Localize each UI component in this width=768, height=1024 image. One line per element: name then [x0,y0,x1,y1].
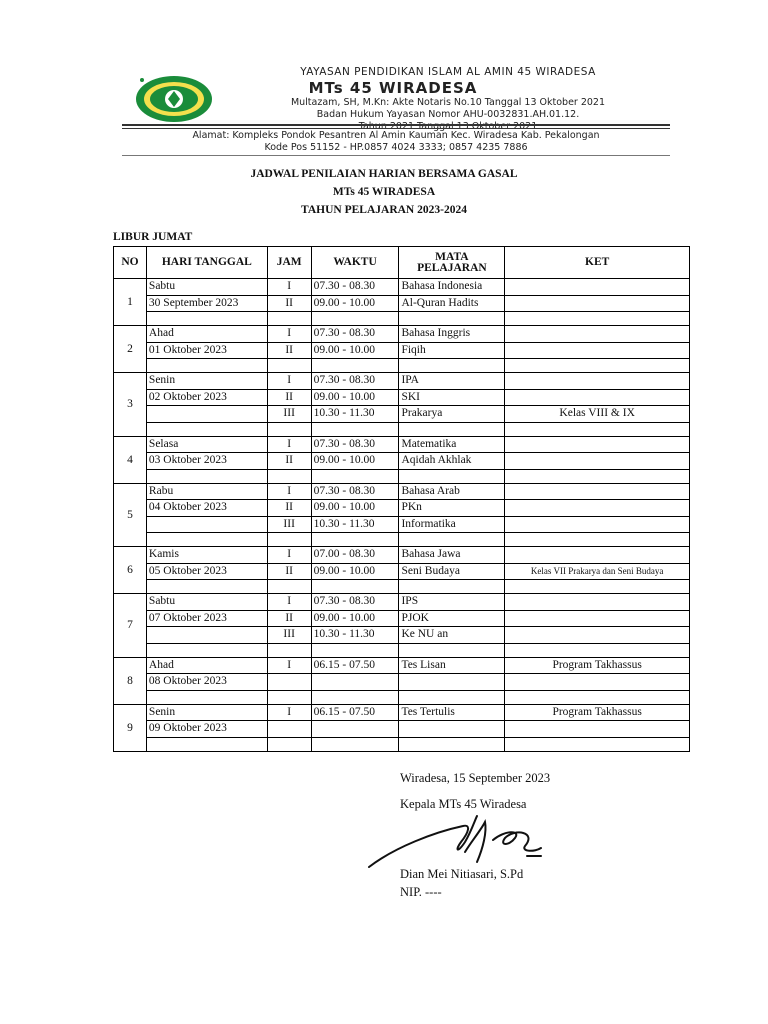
cell-no: 9 [114,704,147,751]
cell-empty [311,359,399,373]
cell-jam: II [267,342,311,359]
cell-jam: I [267,704,311,721]
cell-empty [399,674,505,691]
address-line: Alamat: Kompleks Pondok Pesantren Al Amin Kauman Kec. Wiradesa Kab. Pekalongan [192,130,600,141]
cell-jam: III [267,516,311,533]
cell-jam: I [267,326,311,343]
table-row [114,594,690,611]
cell-day: Senin [146,704,267,721]
cell-jam: II [267,563,311,580]
cell-empty [267,674,311,691]
cell-day: Senin [146,373,267,390]
cell-jam: II [267,500,311,517]
cell-date: 05 Oktober 2023 [146,563,267,580]
cell-empty [146,643,267,657]
table-row [114,279,690,296]
signature-name: Dian Mei Nitiasari, S.Pd [400,867,524,881]
cell-day: Sabtu [146,594,267,611]
cell-empty [399,580,505,594]
cell-ket [505,500,690,517]
cell-mapel: PKn [399,500,505,517]
cell-waktu: 09.00 - 10.00 [311,500,399,517]
cell-ket [505,547,690,564]
cell-waktu: 09.00 - 10.00 [311,453,399,470]
cell-jam: II [267,610,311,627]
header-ket: KET [505,247,690,279]
signature-nip: NIP. ---- [400,885,442,899]
cell-empty [267,643,311,657]
cell-jam: II [267,295,311,312]
foundation-name: YAYASAN PENDIDIKAN ISLAM AL AMIN 45 WIRADESA [300,66,596,78]
cell-empty [505,737,690,751]
cell-date: 04 Oktober 2023 [146,500,267,517]
cell-date: 03 Oktober 2023 [146,453,267,470]
cell-waktu: 07.30 - 08.30 [311,326,399,343]
table-row [114,500,690,517]
letterhead-bottom-rule [122,155,670,156]
cell-empty [399,721,505,738]
table-row [114,453,690,470]
cell-waktu: 10.30 - 11.30 [311,406,399,423]
cell-empty [311,422,399,436]
cell-mapel: Bahasa Indonesia [399,279,505,296]
schedule-table [113,246,690,752]
cell-jam: I [267,594,311,611]
table-row [114,312,690,326]
header-no: NO [114,247,147,279]
table-row [114,704,690,721]
cell-empty [505,533,690,547]
cell-empty [146,627,267,644]
cell-mapel: SKI [399,389,505,406]
cell-ket [505,373,690,390]
cell-empty [505,674,690,691]
title-line-2: MTs 45 WIRADESA [332,186,436,198]
cell-empty [311,643,399,657]
table-row [114,469,690,483]
cell-ket [505,295,690,312]
cell-empty [146,359,267,373]
legal-year-line: Tahun 2021 Tanggal 13 Oktober 2021 [358,121,538,132]
cell-mapel: Aqidah Akhlak [399,453,505,470]
cell-empty [311,312,399,326]
table-row [114,737,690,751]
cell-ket: Kelas VII Prakarya dan Seni Budaya [505,563,690,580]
cell-mapel: PJOK [399,610,505,627]
title-line-1: JADWAL PENILAIAN HARIAN BERSAMA GASAL [250,168,518,180]
cell-empty [399,533,505,547]
cell-jam: I [267,657,311,674]
table-row [114,295,690,312]
header-mapel-line-1: MATA [435,250,469,263]
notary-line: Multazam, SH, M.Kn: Akte Notaris No.10 Tanggal 13 Oktober 2021 [290,97,606,108]
school-name: MTs 45 WIRADESA [308,79,478,97]
cell-ket [505,627,690,644]
cell-mapel: Ke NU an [399,627,505,644]
cell-mapel: Matematika [399,436,505,453]
cell-no: 4 [114,436,147,483]
contact-line: Kode Pos 51152 - HP.0857 4024 3333; 0857 4235 7886 [264,142,528,153]
cell-empty [267,359,311,373]
cell-no: 7 [114,594,147,658]
cell-empty [267,580,311,594]
table-row [114,342,690,359]
signature-place-date: Wiradesa, 15 September 2023 [400,771,551,785]
table-row [114,690,690,704]
cell-day: Rabu [146,483,267,500]
cell-mapel: IPA [399,373,505,390]
table-row [114,721,690,738]
cell-empty [505,359,690,373]
cell-date: 01 Oktober 2023 [146,342,267,359]
cell-empty [399,643,505,657]
cell-waktu: 07.30 - 08.30 [311,436,399,453]
table-row [114,580,690,594]
holiday-note: LIBUR JUMAT [113,231,193,243]
cell-no: 2 [114,326,147,373]
cell-no: 3 [114,373,147,437]
cell-date: 08 Oktober 2023 [146,674,267,691]
cell-empty [505,422,690,436]
cell-mapel: Bahasa Jawa [399,547,505,564]
table-row [114,657,690,674]
cell-empty [399,690,505,704]
cell-ket [505,389,690,406]
cell-jam: I [267,547,311,564]
table-row [114,610,690,627]
table-row [114,373,690,390]
cell-empty [146,406,267,423]
cell-empty [399,737,505,751]
table-row [114,326,690,343]
cell-day: Selasa [146,436,267,453]
cell-empty [146,580,267,594]
cell-day: Ahad [146,326,267,343]
cell-empty [311,721,399,738]
cell-empty [505,312,690,326]
cell-ket [505,279,690,296]
cell-empty [311,469,399,483]
cell-ket: Program Takhassus [505,657,690,674]
cell-waktu: 07.30 - 08.30 [311,594,399,611]
cell-mapel: Al-Quran Hadits [399,295,505,312]
cell-no: 5 [114,483,147,547]
cell-empty [505,469,690,483]
cell-empty [267,690,311,704]
cell-ket [505,610,690,627]
cell-empty [311,533,399,547]
cell-empty [311,674,399,691]
cell-empty [267,533,311,547]
cell-day: Sabtu [146,279,267,296]
cell-empty [267,312,311,326]
cell-ket [505,436,690,453]
signature-position: Kepala MTs 45 Wiradesa [400,797,527,811]
cell-empty [505,580,690,594]
letterhead-rule-thin [122,128,670,129]
cell-jam: I [267,436,311,453]
cell-mapel: Seni Budaya [399,563,505,580]
cell-day: Ahad [146,657,267,674]
cell-date: 07 Oktober 2023 [146,610,267,627]
table-row [114,563,690,580]
cell-empty [146,737,267,751]
cell-empty [146,690,267,704]
table-row [114,516,690,533]
title-line-3: TAHUN PELAJARAN 2023-2024 [301,204,467,216]
document-title [0,165,768,219]
cell-empty [267,721,311,738]
cell-mapel: Fiqih [399,342,505,359]
cell-mapel: Bahasa Arab [399,483,505,500]
cell-empty [146,533,267,547]
cell-empty [267,469,311,483]
cell-waktu: 09.00 - 10.00 [311,610,399,627]
cell-ket: Kelas VIII & IX [505,406,690,423]
header-jam: JAM [267,247,311,279]
cell-empty [146,312,267,326]
schedule-body [114,279,690,752]
cell-waktu: 10.30 - 11.30 [311,516,399,533]
table-row [114,643,690,657]
cell-day: Kamis [146,547,267,564]
table-row [114,436,690,453]
table-row [114,406,690,423]
cell-no: 8 [114,657,147,704]
cell-jam: III [267,627,311,644]
cell-waktu: 09.00 - 10.00 [311,295,399,312]
cell-waktu: 09.00 - 10.00 [311,342,399,359]
cell-ket [505,594,690,611]
cell-empty [399,422,505,436]
table-row [114,547,690,564]
header-waktu: WAKTU [311,247,399,279]
cell-jam: III [267,406,311,423]
letterhead-address [122,130,670,154]
table-row [114,674,690,691]
cell-jam: I [267,483,311,500]
cell-jam: II [267,389,311,406]
table-row [114,483,690,500]
cell-date: 02 Oktober 2023 [146,389,267,406]
table-row [114,627,690,644]
legal-line: Badan Hukum Yayasan Nomor AHU-0032831.AH.01.12. [316,109,580,120]
cell-jam: I [267,373,311,390]
table-row [114,389,690,406]
cell-mapel: Informatika [399,516,505,533]
cell-mapel: Prakarya [399,406,505,423]
cell-mapel: Tes Tertulis [399,704,505,721]
cell-waktu: 06.15 - 07.50 [311,657,399,674]
cell-empty [399,359,505,373]
table-row [114,359,690,373]
cell-date: 30 September 2023 [146,295,267,312]
header-mata-pelajaran [399,247,505,279]
cell-no: 1 [114,279,147,326]
letterhead-rule [122,124,670,126]
cell-waktu: 09.00 - 10.00 [311,563,399,580]
cell-waktu: 07.00 - 08.30 [311,547,399,564]
cell-no: 6 [114,547,147,594]
cell-empty [311,737,399,751]
cell-ket [505,453,690,470]
cell-empty [505,643,690,657]
cell-date: 09 Oktober 2023 [146,721,267,738]
cell-mapel: IPS [399,594,505,611]
cell-empty [399,312,505,326]
cell-waktu: 06.15 - 07.50 [311,704,399,721]
cell-waktu: 07.30 - 08.30 [311,279,399,296]
cell-empty [267,422,311,436]
cell-empty [146,422,267,436]
cell-waktu: 09.00 - 10.00 [311,389,399,406]
table-header-row [114,247,690,279]
cell-empty [267,737,311,751]
letterhead-text [228,66,668,133]
cell-waktu: 07.30 - 08.30 [311,483,399,500]
cell-empty [311,580,399,594]
cell-ket [505,326,690,343]
cell-jam: II [267,453,311,470]
table-row [114,533,690,547]
cell-waktu: 07.30 - 08.30 [311,373,399,390]
cell-empty [399,469,505,483]
table-row [114,422,690,436]
cell-empty [505,690,690,704]
cell-empty [311,690,399,704]
cell-ket [505,342,690,359]
cell-mapel: Tes Lisan [399,657,505,674]
cell-ket [505,483,690,500]
cell-empty [146,516,267,533]
header-hari-tanggal: HARI TANGGAL [146,247,267,279]
cell-waktu: 10.30 - 11.30 [311,627,399,644]
cell-mapel: Bahasa Inggris [399,326,505,343]
cell-empty [505,721,690,738]
header-mapel-line-2: PELAJARAN [417,261,487,274]
cell-ket [505,516,690,533]
cell-jam: I [267,279,311,296]
cell-empty [146,469,267,483]
cell-ket: Program Takhassus [505,704,690,721]
letterhead [122,62,670,160]
